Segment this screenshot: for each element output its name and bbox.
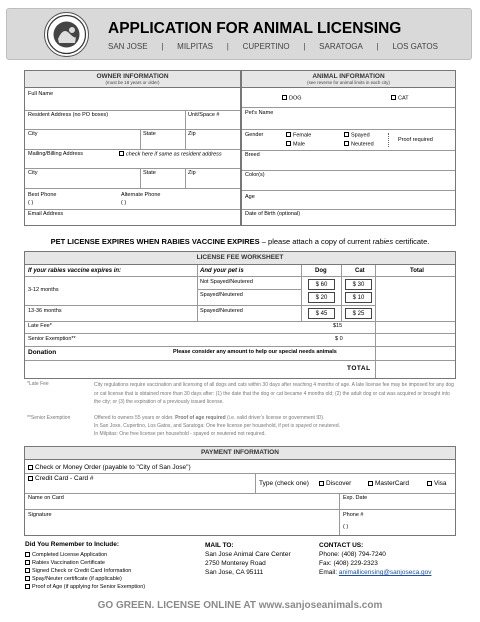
row2-status: Spayed/Neutered [200, 308, 243, 314]
late-fee-note-label: *Late Fee [27, 381, 49, 387]
same-as-resident-label: check here if same as resident address [126, 151, 222, 158]
neutered-label: Neutered [351, 141, 374, 148]
row2-term: 13-36 months [28, 308, 62, 314]
city-seal-logo [44, 12, 89, 57]
mailing-address-label: Mailing/Billing Address [28, 151, 84, 157]
card-type-label: Type (check one) [259, 480, 309, 487]
footer-online-link[interactable]: GO GREEN. LICENSE ONLINE AT www.sanjoseanimals.com [97, 600, 383, 611]
gender-label: Gender [245, 132, 264, 138]
alt-phone-field[interactable]: ( ) [121, 200, 127, 206]
row1b-cat-fee[interactable]: $ 10 [345, 292, 372, 303]
signature-label: Signature [28, 512, 52, 518]
proof-required-label: Proof required [398, 137, 433, 143]
city-cupertino: CUPERTINO [242, 42, 290, 51]
cat-checkbox[interactable] [391, 95, 409, 102]
owner-title: OWNER INFORMATION [96, 73, 169, 80]
col-pet-is-text: And your pet is [200, 268, 244, 274]
mail-to-line: 2750 Monterey Road [205, 560, 266, 567]
mail-to-title: MAIL TO: [205, 542, 234, 549]
col-cat: Cat [355, 268, 365, 274]
remember-item-label: Completed License Application [32, 552, 108, 558]
late-fee-amount: $15 [333, 323, 343, 329]
male-checkbox[interactable] [286, 141, 305, 148]
contact-email-link[interactable]: animallicensing@sanjoseca.gov [338, 569, 432, 576]
remember-item[interactable] [25, 559, 145, 567]
senior-note-text: Offered to owners 55 years or older. [94, 415, 176, 421]
contact-email-line [319, 568, 431, 577]
payment-section [24, 446, 456, 536]
city-san-jose: SAN JOSE [108, 42, 148, 51]
age-label: Age [245, 194, 255, 200]
row2-dog-fee[interactable]: $ 45 [308, 308, 335, 319]
contact-block [319, 541, 431, 577]
row1b-dog-fee[interactable]: $ 20 [308, 292, 335, 303]
spayed-label: Spayed [351, 132, 370, 139]
remember-block [25, 541, 145, 591]
cat-label: CAT [398, 95, 409, 102]
city-saratoga: SARATOGA [319, 42, 363, 51]
row2-cat-fee[interactable]: $ 25 [345, 308, 372, 319]
remember-item[interactable] [25, 567, 145, 575]
neutered-checkbox[interactable] [344, 141, 374, 148]
senior-note-text-end: (i.e. valid driver's license or government ID). [225, 415, 325, 421]
payment-title: PAYMENT INFORMATION [201, 449, 279, 456]
state-label: State [143, 131, 156, 137]
animal-section [241, 70, 456, 226]
expiry-notice-text: – please attach a copy of current [259, 237, 373, 246]
check-option[interactable] [28, 464, 191, 471]
contact-title: CONTACT US: [319, 542, 364, 549]
city-los-gatos: LOS GATOS [392, 42, 438, 51]
dog-label: DOG [289, 95, 302, 102]
credit-option[interactable] [28, 475, 94, 482]
donation-label: Donation [28, 349, 57, 356]
col-expires-text: If your rabies vaccine expires in: [28, 268, 122, 274]
row1a-status: Not Spayed/Neutered [200, 279, 253, 285]
credit-option-label: Credit Card - Card # [35, 475, 94, 482]
owner-subtitle: (must be 18 years or older) [105, 80, 160, 85]
remember-title: Did You Remember to Include: [25, 541, 120, 548]
city2-label: City [28, 170, 38, 176]
unit-space-label: Unit/Space # [188, 112, 220, 118]
resident-address-label: Resident Address (no PO boxes) [28, 112, 109, 118]
dob-label: Date of Birth (optional) [245, 211, 301, 217]
mastercard-checkbox[interactable] [368, 480, 409, 487]
form-title: APPLICATION FOR ANIMAL LICENSING [108, 20, 402, 37]
late-fee-label: Late Fee* [28, 323, 52, 329]
resident-address-field[interactable] [25, 111, 185, 129]
expiry-notice-text-end: certificate. [393, 237, 430, 246]
senior-note-label: **Senior Exemption [27, 415, 71, 421]
expiry-notice [0, 237, 480, 246]
brace [385, 133, 389, 147]
separator: | [376, 42, 379, 51]
mastercard-label: MasterCard [375, 480, 409, 487]
remember-item[interactable] [25, 575, 145, 583]
payment-phone-field[interactable]: ( ) [343, 524, 349, 530]
contact-phone: Phone: (408) 794-7240 [319, 551, 386, 558]
full-name-label: Full Name [28, 91, 54, 97]
city-label: City [28, 131, 38, 137]
pet-name-label: Pet's Name [245, 110, 274, 116]
email-label: Email Address [28, 211, 64, 217]
remember-item[interactable] [25, 583, 145, 591]
best-phone-label: Best Phone [28, 192, 57, 198]
contact-fax: Fax: (408) 229-2323 [319, 560, 378, 567]
senior-label: Senior Exemption** [28, 336, 76, 342]
name-on-card-label: Name on Card [28, 495, 64, 501]
remember-item-label: Signed Check or Credit Card Information [32, 568, 132, 574]
animal-title: ANIMAL INFORMATION [312, 73, 385, 80]
col-total: Total [410, 268, 424, 274]
row1a-dog-fee[interactable]: $ 60 [308, 279, 335, 290]
female-label: Female [293, 132, 312, 139]
fee-section-header [25, 252, 455, 265]
row1-term: 3-12 months [28, 287, 59, 293]
contact-email-label: Email: [319, 569, 339, 576]
col-expires [28, 268, 121, 274]
remember-item-label: Rabies Vaccination Certificate [32, 560, 105, 566]
separator: | [161, 42, 164, 51]
senior-note-line1 [94, 415, 324, 421]
mail-to-block [205, 541, 291, 577]
best-phone-field[interactable]: ( ) [28, 200, 34, 206]
exp-date-label: Exp. Date [343, 495, 368, 501]
separator: | [226, 42, 229, 51]
city-milpitas: MILPITAS [177, 42, 214, 51]
late-fee-note-text: City regulations require vaccination and licensing of all dogs and cats within 30 days after reaching 4 months of age. A late license fee may be imposed for any dog or cat license that is obtained more than 30 days after: (1) the date that the dog or cat became 4 months old; (2) the adult dog or cat was acquired or brought into the city; or (3) the expiration of a previously issued license. [94, 382, 454, 405]
expiry-notice-bold: PET LICENSE EXPIRES WHEN RABIES VACCINE EXPIRES [50, 237, 260, 246]
alt-phone-label: Alternate Phone [121, 192, 161, 198]
col-pet-is [200, 268, 244, 274]
spayed-checkbox[interactable] [344, 132, 370, 139]
zip-label: Zip [188, 131, 196, 137]
dog-checkbox[interactable] [282, 95, 302, 102]
mail-to-line: San Jose Animal Care Center [205, 551, 291, 558]
row1b-status: Spayed/Neutered [200, 292, 243, 298]
discover-checkbox[interactable] [319, 480, 351, 487]
male-label: Male [293, 141, 305, 148]
total-label: TOTAL [347, 365, 371, 372]
senior-note-line2: In San Jose, Cupertino, Los Gatos, and Saratoga: One free license per household, if pet is spayed or neutered. [94, 423, 340, 429]
female-checkbox[interactable] [286, 132, 311, 139]
same-as-resident-checkbox[interactable] [119, 151, 222, 158]
discover-label: Discover [326, 480, 352, 487]
row1a-cat-fee[interactable]: $ 30 [345, 279, 372, 290]
visa-label: Visa [434, 480, 447, 487]
remember-item[interactable] [25, 551, 145, 559]
mail-to-line: San Jose, CA 95111 [205, 569, 264, 576]
payment-section-header [25, 447, 455, 460]
expiry-notice-italic: rabies [372, 237, 394, 246]
zip2-label: Zip [188, 170, 196, 176]
animal-section-header [242, 71, 455, 88]
senior-note-bold: Proof of age required [175, 415, 226, 421]
payment-phone-label: Phone # [343, 512, 364, 518]
visa-checkbox[interactable] [427, 480, 447, 487]
colors-label: Color(s) [245, 172, 265, 178]
fee-title: LICENSE FEE WORKSHEET [196, 254, 284, 261]
breed-label: Breed [245, 152, 260, 158]
check-option-label: Check or Money Order (payable to "City of San Jose") [35, 464, 191, 471]
owner-section [24, 70, 241, 226]
animal-subtitle: (see reverse for animal limits in each city) [307, 80, 390, 85]
col-dog: Dog [315, 268, 327, 274]
remember-item-label: Spay/Neuter certificate (if applicable) [32, 576, 122, 582]
senior-amount: $ 0 [335, 336, 343, 342]
fee-section [24, 251, 456, 379]
state2-label: State [143, 170, 156, 176]
remember-item-label: Proof of Age (if applying for Senior Exemption) [32, 584, 146, 590]
senior-note-line3: In Milpitas: One free license per household - spayed or neutered not required. [94, 431, 266, 437]
full-name-field[interactable] [25, 90, 240, 110]
city-list [108, 42, 438, 51]
owner-section-header [25, 71, 240, 88]
separator: | [303, 42, 306, 51]
donation-text: Please consider any amount to help our special needs animals [173, 349, 337, 355]
